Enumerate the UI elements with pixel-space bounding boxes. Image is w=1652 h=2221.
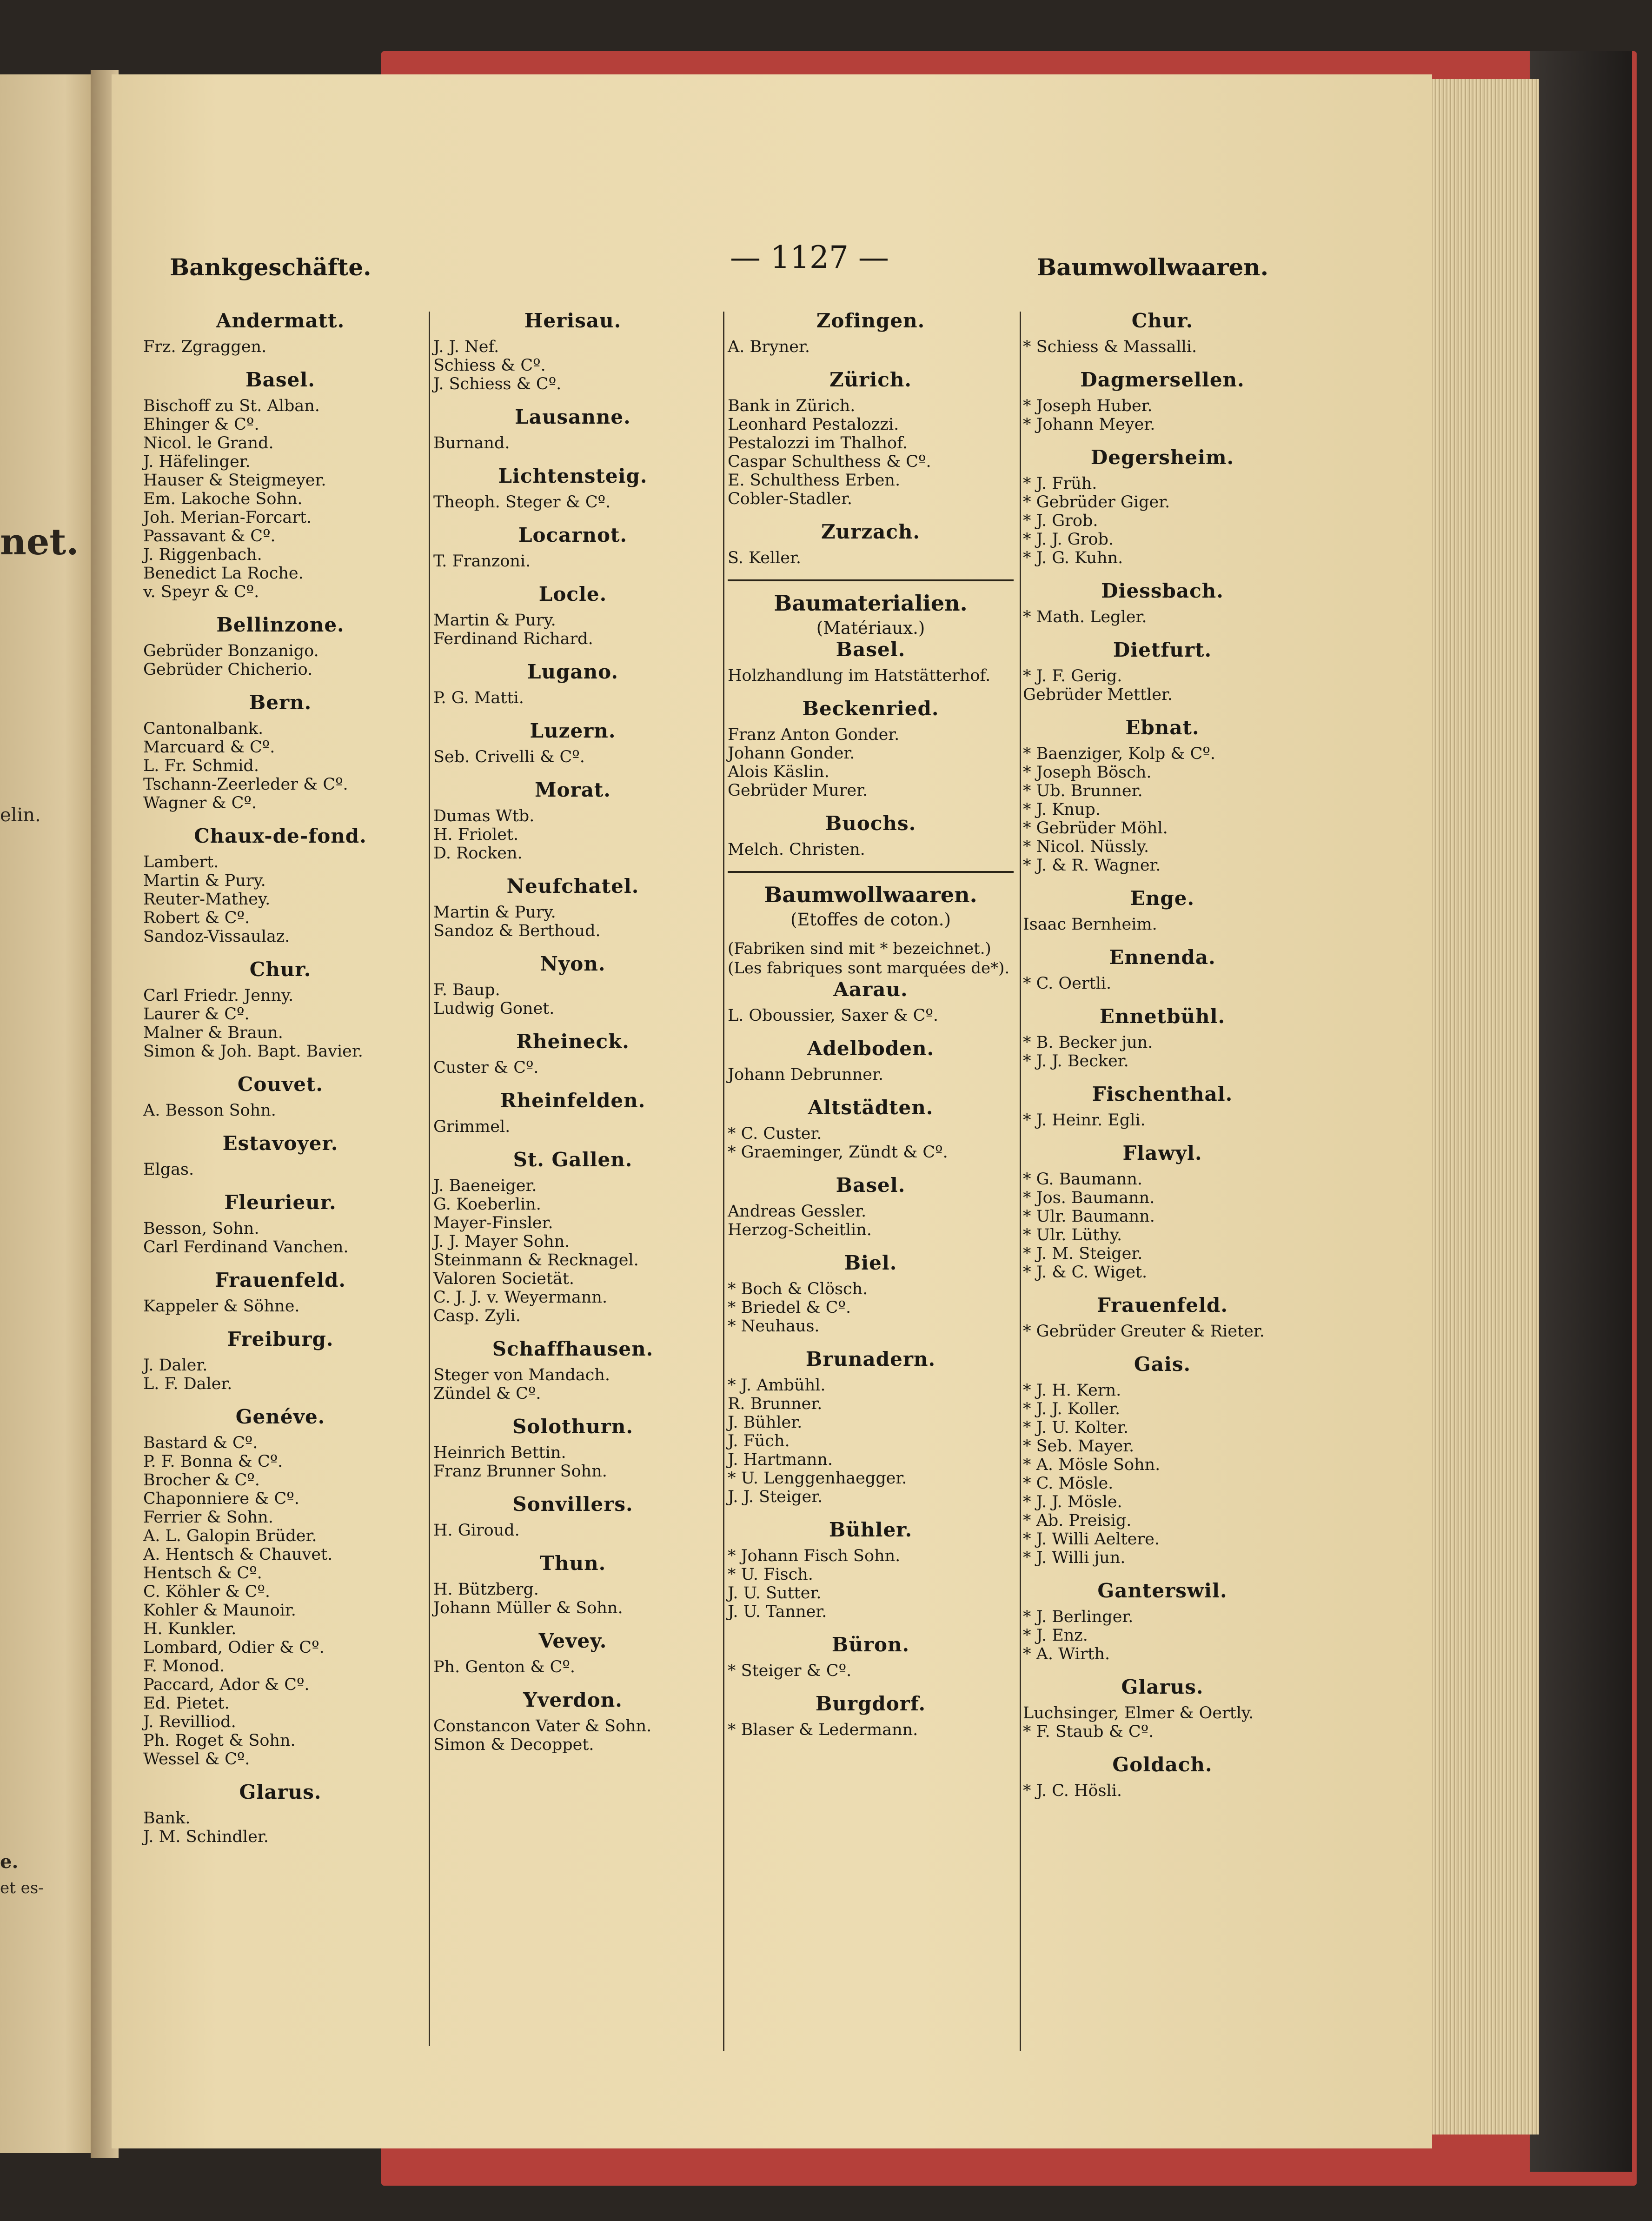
firm-entry: J. M. Schindler. xyxy=(143,1828,269,1846)
town-heading: Thun. xyxy=(539,1552,606,1575)
firm-entry: Besson, Sohn. xyxy=(143,1219,259,1238)
firm-entry: C. Köhler & Cº. xyxy=(143,1583,271,1601)
town-heading: Frauenfeld. xyxy=(1097,1294,1228,1317)
town-heading: Aarau. xyxy=(833,978,908,1001)
town-heading: Enge. xyxy=(1130,887,1195,910)
town-heading: Fleurieur. xyxy=(224,1191,337,1214)
firm-entry: G. Koeberlin. xyxy=(433,1195,541,1214)
firm-entry: Cobler-Stadler. xyxy=(728,490,852,508)
left-page-fragment: e. xyxy=(0,1851,19,1873)
firm-entry: Andreas Gessler. xyxy=(728,1202,867,1221)
firm-entry: C. J. J. v. Weyermann. xyxy=(433,1288,608,1307)
firm-entry: * C. Mösle. xyxy=(1023,1474,1114,1493)
town-heading: Beckenried. xyxy=(802,697,939,720)
firm-entry: Simon & Joh. Bapt. Bavier. xyxy=(143,1042,363,1061)
firm-entry: J. Hartmann. xyxy=(728,1450,833,1469)
town-heading: Sonvillers. xyxy=(512,1493,633,1516)
town-heading: Neufchatel. xyxy=(506,875,639,898)
firm-entry: * Neuhaus. xyxy=(728,1317,820,1336)
header-right: Baumwollwaaren. xyxy=(1037,253,1269,281)
town-heading: Rheinfelden. xyxy=(500,1089,646,1112)
firm-entry: Frz. Zgraggen. xyxy=(143,338,267,356)
firm-entry: Joh. Merian-Forcart. xyxy=(143,508,312,527)
left-page-fragment: elin. xyxy=(0,805,41,826)
firm-entry: v. Speyr & Cº. xyxy=(143,583,259,601)
town-heading: Bühler. xyxy=(829,1518,913,1541)
section-rule xyxy=(728,871,1014,873)
town-heading: Chur. xyxy=(249,958,312,981)
town-heading: Lausanne. xyxy=(515,406,631,428)
firm-entry: J. Riggenbach. xyxy=(143,545,262,564)
firm-entry: Carl Ferdinand Vanchen. xyxy=(143,1238,349,1257)
town-heading: Degersheim. xyxy=(1090,446,1234,469)
firm-entry: Ehinger & Cº. xyxy=(143,415,259,434)
firm-entry: J. Schiess & Cº. xyxy=(433,375,562,393)
town-heading: Solothurn. xyxy=(512,1415,634,1438)
firm-entry: * Baenziger, Kolp & Cº. xyxy=(1023,745,1216,763)
firm-entry: Alois Käslin. xyxy=(728,763,829,781)
firm-entry: Martin & Pury. xyxy=(143,871,266,890)
firm-entry: * J. U. Kolter. xyxy=(1023,1418,1128,1437)
firm-entry: * J. H. Kern. xyxy=(1023,1381,1121,1400)
town-heading: Genéve. xyxy=(235,1405,325,1428)
firm-entry: * Gebrüder Greuter & Rieter. xyxy=(1023,1322,1265,1341)
town-heading: Flawyl. xyxy=(1122,1142,1202,1164)
firm-entry: * J. Grob. xyxy=(1023,512,1098,530)
town-heading: Lichtensteig. xyxy=(498,465,648,487)
firm-entry: E. Schulthess Erben. xyxy=(728,471,901,490)
column-3-banks xyxy=(728,309,1014,567)
firm-entry: Gebrüder Chicherio. xyxy=(143,660,313,679)
firm-entry: Reuter-Mathey. xyxy=(143,890,271,909)
firm-entry: Nicol. le Grand. xyxy=(143,434,274,452)
firm-entry: * A. Mösle Sohn. xyxy=(1023,1456,1161,1474)
firm-entry: * J. Ambühl. xyxy=(728,1376,826,1395)
firm-entry: Holzhandlung im Hatstätterhof. xyxy=(728,666,991,685)
firm-entry: * U. Lenggenhaegger. xyxy=(728,1469,907,1488)
firm-entry: Bank in Zürich. xyxy=(728,397,856,415)
firm-entry: S. Keller. xyxy=(728,549,802,567)
town-heading: Burgdorf. xyxy=(815,1692,926,1715)
town-heading: Luzern. xyxy=(530,719,616,742)
firm-entry: Caspar Schulthess & Cº. xyxy=(728,452,931,471)
category-title: Baumwollwaaren. xyxy=(764,882,977,907)
section-rule xyxy=(728,579,1014,581)
firm-entry: A. Besson Sohn. xyxy=(143,1101,276,1120)
column-divider xyxy=(429,312,430,2046)
firm-entry: Ferdinand Richard. xyxy=(433,630,593,648)
firm-entry: * A. Wirth. xyxy=(1023,1645,1110,1663)
firm-entry: * J. F. Gerig. xyxy=(1023,667,1122,685)
firm-entry: * J. Berlinger. xyxy=(1023,1608,1134,1626)
firm-entry: R. Brunner. xyxy=(728,1395,823,1413)
category-subtitle: (Etoffes de coton.) xyxy=(790,910,951,930)
town-heading: Zürich. xyxy=(829,368,912,391)
firm-entry: * J. M. Steiger. xyxy=(1023,1244,1143,1263)
town-heading: Glarus. xyxy=(1121,1676,1204,1698)
town-heading: Goldach. xyxy=(1112,1753,1213,1776)
directory-page xyxy=(112,74,1432,2148)
firm-entry: Ph. Roget & Sohn. xyxy=(143,1731,296,1750)
book-spine-edge xyxy=(1530,51,1632,2172)
town-heading: Glarus. xyxy=(239,1781,322,1803)
firm-entry: * J. J. Grob. xyxy=(1023,530,1114,549)
firm-entry: Custer & Cº. xyxy=(433,1058,539,1077)
firm-entry: * Ab. Preisig. xyxy=(1023,1511,1132,1530)
firm-entry: Franz Brunner Sohn. xyxy=(433,1462,607,1481)
firm-entry: * J. Knup. xyxy=(1023,800,1101,819)
firm-entry: Passavant & Cº. xyxy=(143,527,276,545)
firm-entry: H. Friolet. xyxy=(433,825,519,844)
town-heading: Chaux-de-fond. xyxy=(194,825,367,847)
firm-entry: * J. J. Becker. xyxy=(1023,1052,1129,1071)
firm-entry: F. Baup. xyxy=(433,981,500,999)
town-heading: Yverdon. xyxy=(523,1689,623,1711)
firm-entry: J. J. Nef. xyxy=(433,338,499,356)
firm-entry: J. Füch. xyxy=(728,1432,790,1450)
firm-entry: * J. J. Koller. xyxy=(1023,1400,1121,1418)
town-heading: Estavoyer. xyxy=(222,1132,338,1155)
firm-entry: Valoren Societät. xyxy=(433,1270,574,1288)
firm-entry: Paccard, Ador & Cº. xyxy=(143,1676,310,1694)
firm-entry: J. Revilliod. xyxy=(143,1713,236,1731)
firm-entry: * G. Baumann. xyxy=(1023,1170,1142,1189)
firm-entry: * Nicol. Nüssly. xyxy=(1023,838,1149,856)
town-heading: Lugano. xyxy=(527,660,619,683)
town-heading: Buochs. xyxy=(825,812,916,835)
firm-entry: Lombard, Odier & Cº. xyxy=(143,1638,325,1657)
firm-entry: * J. G. Kuhn. xyxy=(1023,549,1123,567)
town-heading: Basel. xyxy=(245,368,315,391)
firm-entry: Sandoz & Berthoud. xyxy=(433,922,601,940)
firm-entry: Malner & Braun. xyxy=(143,1024,283,1042)
category-subtitle: (Matériaux.) xyxy=(816,618,925,638)
firm-entry: * Boch & Clösch. xyxy=(728,1280,868,1298)
firm-entry: H. Giroud. xyxy=(433,1521,520,1540)
firm-entry: P. F. Bonna & Cº. xyxy=(143,1452,283,1471)
firm-entry: Elgas. xyxy=(143,1160,194,1179)
firm-entry: * U. Fisch. xyxy=(728,1565,813,1584)
town-heading: Ennetbühl. xyxy=(1099,1005,1226,1028)
category-note: (Les fabriques sont marquées de*). xyxy=(728,959,1010,978)
town-heading: Vevey. xyxy=(538,1629,607,1652)
town-heading: Bern. xyxy=(249,691,312,714)
column-3 xyxy=(728,309,1014,1739)
firm-entry: Marcuard & Cº. xyxy=(143,738,275,757)
firm-entry: * J. Willi jun. xyxy=(1023,1549,1126,1567)
category-title: Baumaterialien. xyxy=(774,591,968,616)
column-divider xyxy=(1020,312,1021,2051)
firm-entry: H. Kunkler. xyxy=(143,1620,237,1638)
town-heading: Gais. xyxy=(1134,1353,1191,1376)
column-4 xyxy=(1023,309,1302,1800)
firm-entry: Kohler & Maunoir. xyxy=(143,1601,296,1620)
firm-entry: Steinmann & Recknagel. xyxy=(433,1251,639,1270)
firm-entry: * Joseph Bösch. xyxy=(1023,763,1152,782)
firm-entry: Ferrier & Sohn. xyxy=(143,1508,273,1527)
firm-entry: Mayer-Finsler. xyxy=(433,1214,553,1232)
town-heading: Adelboden. xyxy=(807,1037,935,1060)
firm-entry: Brocher & Cº. xyxy=(143,1471,260,1490)
firm-entry: J. Bühler. xyxy=(728,1413,803,1432)
town-heading: Ganterswil. xyxy=(1097,1579,1227,1602)
firm-entry: * Ulr. Baumann. xyxy=(1023,1207,1155,1226)
firm-entry: Hauser & Steigmeyer. xyxy=(143,471,326,490)
column-1 xyxy=(143,309,418,1846)
firm-entry: L. Fr. Schmid. xyxy=(143,757,259,775)
firm-entry: Gebrüder Mettler. xyxy=(1023,685,1173,704)
firm-entry: Kappeler & Söhne. xyxy=(143,1297,300,1316)
firm-entry: Gebrüder Murer. xyxy=(728,781,868,800)
town-heading: Dagmersellen. xyxy=(1080,368,1245,391)
left-page xyxy=(0,74,93,2153)
page-number: — 1127 — xyxy=(730,239,889,275)
firm-entry: * Ulr. Lüthy. xyxy=(1023,1226,1122,1244)
town-heading: Andermatt. xyxy=(216,309,345,332)
firm-entry: L. Oboussier, Saxer & Cº. xyxy=(728,1006,938,1025)
firm-entry: * J. & R. Wagner. xyxy=(1023,856,1161,875)
left-page-fragment: et es- xyxy=(0,1879,44,1897)
firm-entry: Cantonalbank. xyxy=(143,719,264,738)
firm-entry: Heinrich Bettin. xyxy=(433,1443,566,1462)
firm-entry: J. U. Sutter. xyxy=(728,1584,822,1603)
firm-entry: Tschann-Zeerleder & Cº. xyxy=(143,775,348,794)
town-heading: Frauenfeld. xyxy=(215,1269,346,1291)
firm-entry: Simon & Decoppet. xyxy=(433,1736,594,1754)
firm-entry: Martin & Pury. xyxy=(433,611,556,630)
firm-entry: Franz Anton Gonder. xyxy=(728,725,900,744)
firm-entry: Wagner & Cº. xyxy=(143,794,257,812)
firm-entry: * C. Custer. xyxy=(728,1124,822,1143)
firm-entry: Carl Friedr. Jenny. xyxy=(143,986,294,1005)
firm-entry: Benedict La Roche. xyxy=(143,564,304,583)
firm-entry: * J. C. Hösli. xyxy=(1023,1782,1122,1800)
firm-entry: H. Bützberg. xyxy=(433,1580,539,1599)
firm-entry: * Math. Legler. xyxy=(1023,608,1147,626)
firm-entry: Martin & Pury. xyxy=(433,903,556,922)
firm-entry: * J. & C. Wiget. xyxy=(1023,1263,1148,1282)
firm-entry: D. Rocken. xyxy=(433,844,523,863)
firm-entry: Chaponniere & Cº. xyxy=(143,1490,299,1508)
firm-entry: Sandoz-Vissaulaz. xyxy=(143,927,290,946)
firm-entry: Dumas Wtb. xyxy=(433,807,535,825)
firm-entry: * J. J. Mösle. xyxy=(1023,1493,1122,1511)
firm-entry: J. U. Tanner. xyxy=(728,1603,827,1621)
firm-entry: Laurer & Cº. xyxy=(143,1005,250,1024)
firm-entry: Robert & Cº. xyxy=(143,909,250,927)
firm-entry: J. Baeneiger. xyxy=(433,1177,537,1195)
column-2 xyxy=(433,309,712,1754)
firm-entry: Johann Müller & Sohn. xyxy=(433,1599,623,1617)
firm-entry: Ed. Pietet. xyxy=(143,1694,230,1713)
firm-entry: Herzog-Scheitlin. xyxy=(728,1221,872,1239)
town-heading: Locarnot. xyxy=(518,524,628,546)
firm-entry: Grimmel. xyxy=(433,1117,511,1136)
firm-entry: * J. Enz. xyxy=(1023,1626,1088,1645)
firm-entry: Hentsch & Cº. xyxy=(143,1564,262,1583)
town-heading: Biel. xyxy=(844,1251,897,1274)
firm-entry: * Seb. Mayer. xyxy=(1023,1437,1135,1456)
town-heading: Bellinzone. xyxy=(216,613,345,636)
town-heading: Fischenthal. xyxy=(1092,1083,1233,1105)
column-divider xyxy=(723,312,724,2051)
town-heading: Zurzach. xyxy=(821,520,921,543)
firm-entry: Melch. Christen. xyxy=(728,840,865,859)
firm-entry: J. J. Steiger. xyxy=(728,1488,823,1506)
town-heading: Rheineck. xyxy=(516,1030,630,1053)
firm-entry: A. Bryner. xyxy=(728,338,810,356)
firm-entry: * Gebrüder Möhl. xyxy=(1023,819,1168,838)
town-heading: Basel. xyxy=(836,1174,906,1197)
firm-entry: * Gebrüder Giger. xyxy=(1023,493,1170,512)
town-heading: Schaffhausen. xyxy=(492,1337,654,1360)
firm-entry: A. L. Galopin Brüder. xyxy=(143,1527,317,1545)
firm-entry: Ph. Genton & Cº. xyxy=(433,1658,576,1676)
firm-entry: Bank. xyxy=(143,1809,191,1828)
firm-entry: * B. Becker jun. xyxy=(1023,1033,1153,1052)
town-heading: Morat. xyxy=(535,778,611,801)
firm-entry: T. Franzoni. xyxy=(433,552,531,571)
firm-entry: Schiess & Cº. xyxy=(433,356,546,375)
column-3-materials xyxy=(728,638,1014,859)
firm-entry: Casp. Zyli. xyxy=(433,1307,521,1325)
firm-entry: Isaac Bernheim. xyxy=(1023,915,1157,934)
firm-entry: Luchsinger, Elmer & Oertly. xyxy=(1023,1704,1254,1722)
firm-entry: * Steiger & Cº. xyxy=(728,1662,852,1680)
firm-entry: L. F. Daler. xyxy=(143,1375,232,1393)
town-heading: Ennenda. xyxy=(1109,946,1216,969)
firm-entry: * Ub. Brunner. xyxy=(1023,782,1143,800)
left-page-fragment: net. xyxy=(0,521,79,563)
firm-entry: Ludwig Gonet. xyxy=(433,999,555,1018)
firm-entry: Lambert. xyxy=(143,853,219,871)
town-heading: Freiburg. xyxy=(227,1328,334,1350)
town-heading: Locle. xyxy=(538,583,607,605)
firm-entry: P. G. Matti. xyxy=(433,689,524,707)
firm-entry: * J. Heinr. Egli. xyxy=(1023,1111,1146,1130)
town-heading: Nyon. xyxy=(540,952,606,975)
firm-entry: Bastard & Cº. xyxy=(143,1434,258,1452)
town-heading: Couvet. xyxy=(237,1073,324,1096)
firm-entry: Zündel & Cº. xyxy=(433,1384,541,1403)
firm-entry: * J. Willi Aeltere. xyxy=(1023,1530,1160,1549)
firm-entry: Theoph. Steger & Cº. xyxy=(433,493,611,512)
firm-entry: * Schiess & Massalli. xyxy=(1023,338,1197,356)
firm-entry: Seb. Crivelli & Cº. xyxy=(433,748,585,766)
firm-entry: * Johann Fisch Sohn. xyxy=(728,1547,901,1565)
firm-entry: Johann Debrunner. xyxy=(728,1065,883,1084)
town-heading: St. Gallen. xyxy=(513,1148,633,1171)
firm-entry: Leonhard Pestalozzi. xyxy=(728,415,899,434)
firm-entry: * Johann Meyer. xyxy=(1023,415,1155,434)
firm-entry: Constancon Vater & Sohn. xyxy=(433,1717,652,1736)
firm-entry: * F. Staub & Cº. xyxy=(1023,1722,1154,1741)
firm-entry: * Jos. Baumann. xyxy=(1023,1189,1155,1207)
firm-entry: Pestalozzi im Thalhof. xyxy=(728,434,908,452)
firm-entry: * C. Oertli. xyxy=(1023,974,1112,993)
town-heading: Diessbach. xyxy=(1101,579,1224,602)
firm-entry: Burnand. xyxy=(433,434,510,452)
town-heading: Brunadern. xyxy=(805,1348,936,1370)
town-heading: Altstädten. xyxy=(808,1096,934,1119)
firm-entry: Bischoff zu St. Alban. xyxy=(143,397,320,415)
column-3-cotton xyxy=(728,978,1014,1739)
firm-entry: Steger von Mandach. xyxy=(433,1366,610,1384)
firm-entry: J. Häfelinger. xyxy=(143,452,251,471)
firm-entry: Wessel & Cº. xyxy=(143,1750,250,1769)
town-heading: Zofingen. xyxy=(816,309,925,332)
firm-entry: * Joseph Huber. xyxy=(1023,397,1153,415)
town-heading: Büron. xyxy=(831,1633,910,1656)
firm-entry: F. Monod. xyxy=(143,1657,225,1676)
firm-entry: * Graeminger, Zündt & Cº. xyxy=(728,1143,948,1162)
town-heading: Basel. xyxy=(836,638,906,661)
firm-entry: J. Daler. xyxy=(143,1356,208,1375)
town-heading: Ebnat. xyxy=(1125,716,1200,739)
firm-entry: Johann Gonder. xyxy=(728,744,855,763)
category-note: (Fabriken sind mit * bezeichnet.) xyxy=(728,939,991,958)
firm-entry: Gebrüder Bonzanigo. xyxy=(143,642,319,660)
town-heading: Chur. xyxy=(1131,309,1194,332)
firm-entry: * Blaser & Ledermann. xyxy=(728,1721,918,1739)
town-heading: Dietfurt. xyxy=(1113,638,1212,661)
firm-entry: Em. Lakoche Sohn. xyxy=(143,490,303,508)
town-heading: Herisau. xyxy=(524,309,622,332)
firm-entry: A. Hentsch & Chauvet. xyxy=(143,1545,333,1564)
firm-entry: * Briedel & Cº. xyxy=(728,1298,851,1317)
header-left: Bankgeschäfte. xyxy=(170,253,372,281)
firm-entry: * J. Früh. xyxy=(1023,474,1097,493)
firm-entry: J. J. Mayer Sohn. xyxy=(433,1232,570,1251)
